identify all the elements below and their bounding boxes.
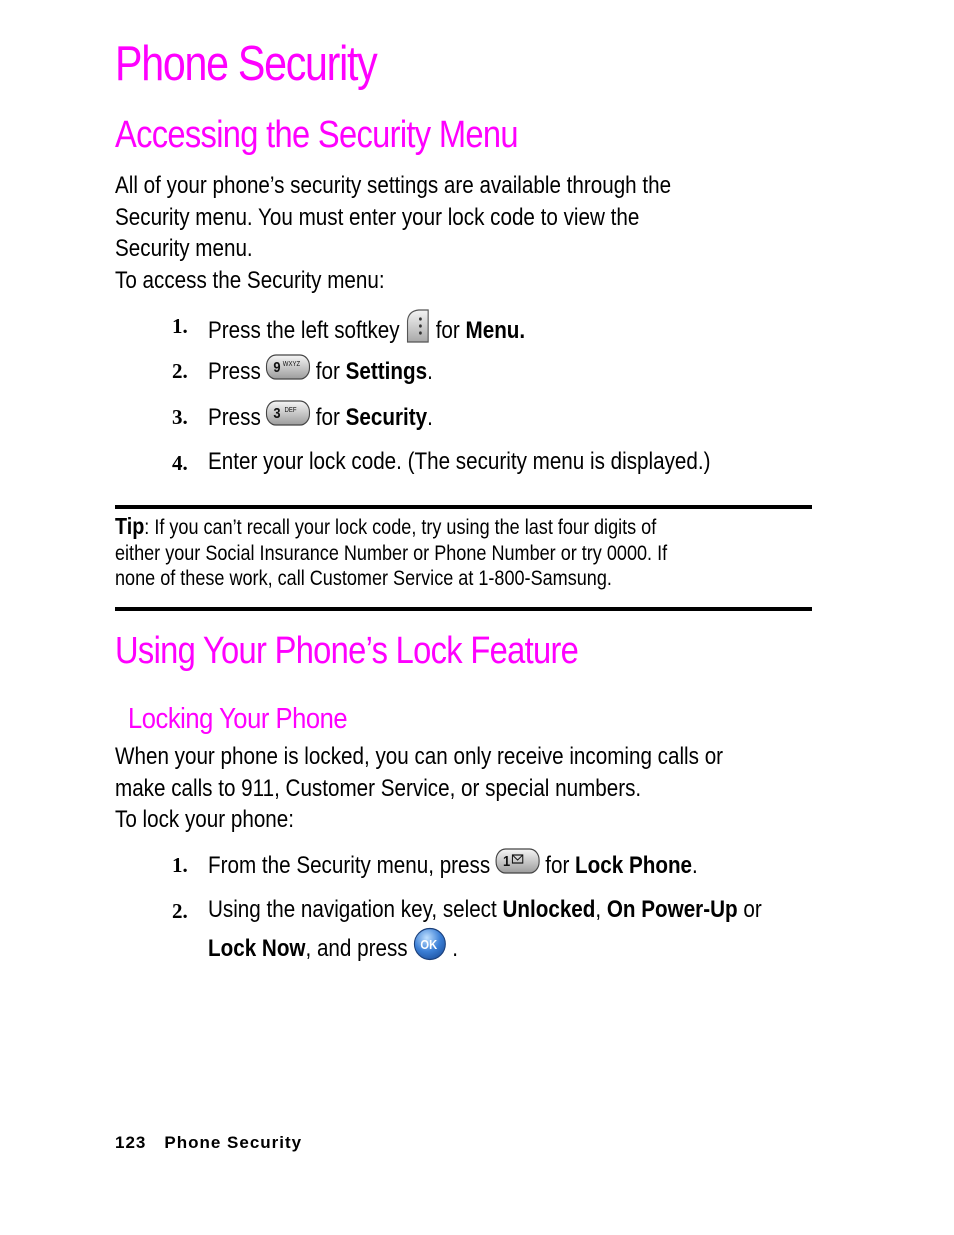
svg-text:OK: OK — [420, 937, 438, 953]
intro-lead: To access the Security menu: — [115, 266, 385, 294]
svg-text:WXYZ: WXYZ — [283, 360, 301, 369]
option-on-power-up: On Power-Up — [606, 896, 738, 923]
intro-line: Security menu. You must enter your lock code to view the — [115, 203, 640, 231]
lock-step-2-line1 — [208, 894, 762, 925]
footer-section: Phone Security — [164, 1133, 303, 1152]
page-number: 123 — [115, 1133, 147, 1152]
step-number: 2. — [172, 359, 188, 383]
settings-label: Settings — [345, 357, 428, 385]
tip-top-rule — [115, 505, 812, 509]
svg-text:3: 3 — [273, 404, 281, 422]
step-text: for — [315, 403, 340, 431]
step-text: for — [435, 316, 460, 344]
section-heading-lock-feature: Using Your Phone’s Lock Feature — [115, 630, 579, 672]
step-text: Using the navigation key, select — [208, 896, 497, 923]
step-number: 1. — [172, 853, 188, 877]
step-number: 3. — [172, 405, 188, 429]
step-text: Press the left softkey — [208, 316, 400, 344]
option-lock-now: Lock Now — [208, 934, 306, 962]
ok-key-icon — [413, 927, 447, 969]
intro-line: make calls to 911, Customer Service, or special numbers. — [115, 774, 642, 802]
step-text: . — [692, 851, 698, 879]
step-3 — [208, 400, 433, 434]
step-number: 1. — [172, 314, 188, 338]
step-2 — [208, 354, 433, 388]
intro-line: Security menu. — [115, 235, 253, 262]
tip-line — [115, 514, 667, 541]
tip-box — [115, 514, 667, 592]
step-text: Press — [208, 403, 261, 431]
tip-text: : If you can’t recall your lock code, try using the last four digits of — [144, 516, 657, 539]
step-text: . — [427, 357, 433, 385]
separator: , — [595, 896, 602, 923]
step-text: . — [427, 403, 433, 431]
step-text: Press — [208, 357, 261, 385]
step-1 — [208, 309, 525, 351]
section2-intro — [115, 741, 723, 836]
left-softkey-icon — [405, 309, 431, 351]
step-number: 2. — [172, 899, 188, 923]
step-text: Enter your lock code. (The security menu is displayed.) — [208, 448, 711, 475]
security-label: Security — [345, 403, 428, 431]
page-footer — [115, 1133, 302, 1153]
svg-text:DEF: DEF — [284, 406, 297, 415]
step-text: , and press — [305, 934, 408, 962]
tip-line: either your Social Insurance Number or Phone Number or try 0000. If — [115, 541, 668, 565]
option-unlocked: Unlocked — [502, 896, 596, 923]
key-3-def-icon — [266, 400, 311, 434]
step-text: for — [545, 851, 570, 879]
key-9-wxyz-icon — [266, 354, 311, 388]
page-title: Phone Security — [115, 37, 377, 91]
key-1-voicemail-icon — [495, 848, 540, 882]
intro-line: All of your phone’s security settings are available through the — [115, 172, 672, 199]
tip-bottom-rule — [115, 607, 812, 611]
tip-label: Tip — [115, 513, 145, 539]
step-4 — [208, 446, 710, 477]
menu-label: Menu. — [465, 316, 526, 344]
intro-line: When your phone is locked, you can only receive incoming calls or — [115, 743, 724, 770]
svg-text:9: 9 — [273, 358, 281, 376]
section-heading-accessing-security-menu: Accessing the Security Menu — [115, 114, 518, 156]
step-text: for — [315, 357, 340, 385]
step-text: From the Security menu, press — [208, 851, 491, 879]
section1-intro — [115, 170, 671, 296]
lock-step-2-line2 — [208, 927, 458, 969]
subheading-locking-your-phone: Locking Your Phone — [128, 703, 348, 735]
step-text: or — [743, 896, 762, 923]
tip-line: none of these work, call Customer Service at 1-800-Samsung. — [115, 567, 612, 590]
lock-step-1 — [208, 848, 698, 882]
step-text: . — [452, 934, 459, 962]
lock-phone-label: Lock Phone — [575, 851, 693, 879]
step-number: 4. — [172, 451, 188, 475]
svg-text:1: 1 — [503, 852, 511, 870]
intro-lead: To lock your phone: — [115, 806, 294, 833]
